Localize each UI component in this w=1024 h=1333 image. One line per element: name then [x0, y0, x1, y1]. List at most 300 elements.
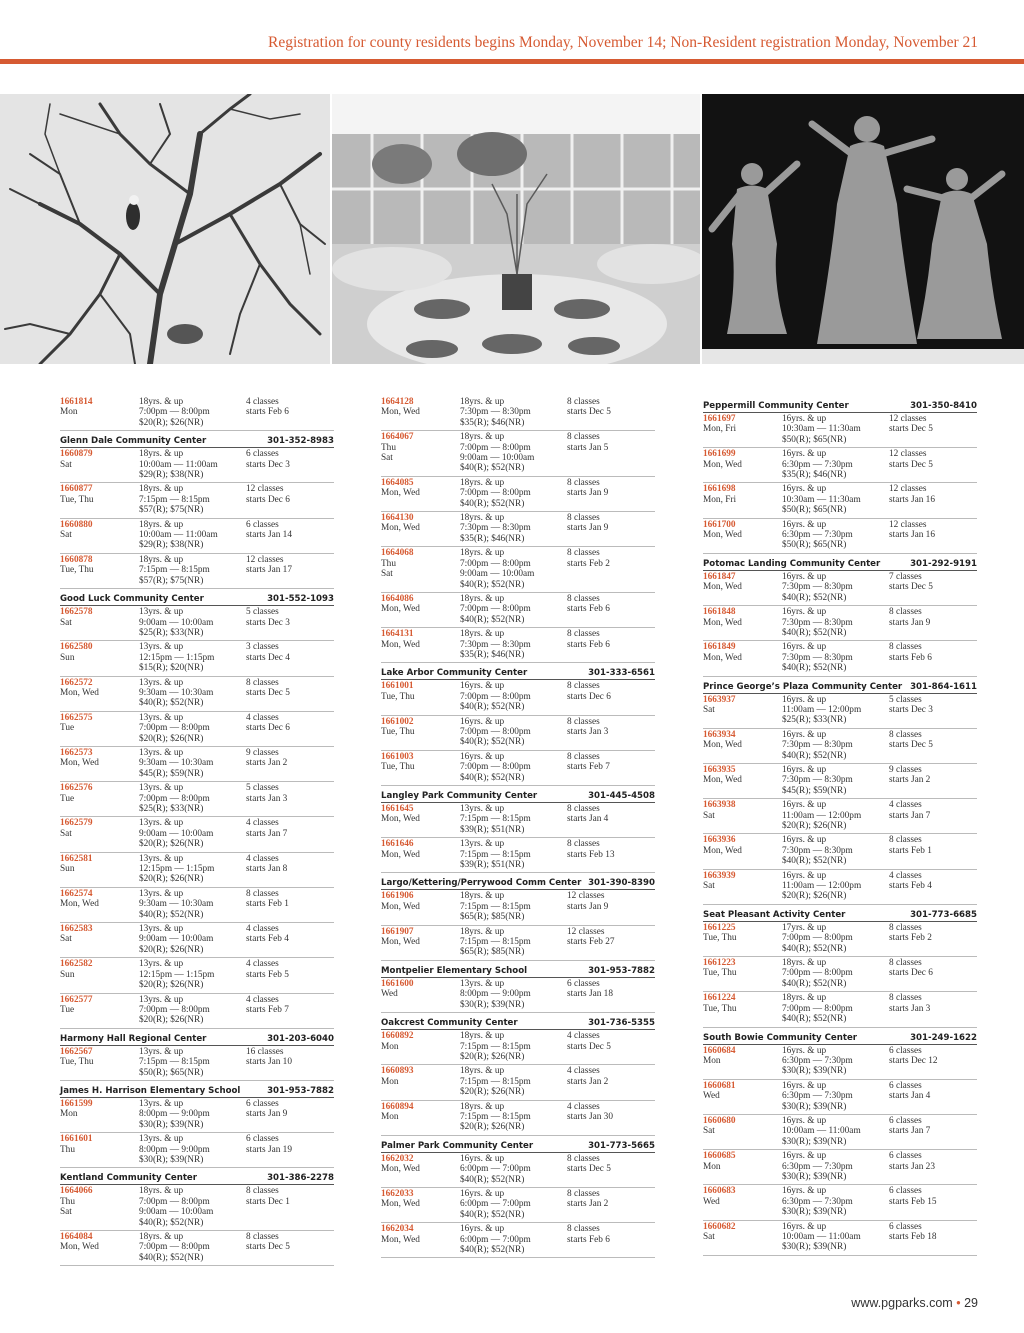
class-id[interactable]: 1663934 [703, 729, 736, 740]
class-id[interactable]: 1662033 [381, 1188, 414, 1199]
class-id[interactable]: 1662575 [60, 712, 93, 723]
class-meta-line: 12 classes [889, 519, 927, 530]
class-meta [889, 835, 977, 866]
class-meta-line: 8 classes [889, 958, 922, 969]
class-meta-line: starts Dec 3 [889, 704, 933, 715]
class-listing [60, 396, 334, 431]
class-id[interactable]: 1664067 [381, 432, 414, 443]
class-meta [889, 958, 977, 989]
class-meta-line: starts Jan 4 [567, 814, 609, 825]
class-id[interactable]: 1664086 [381, 593, 414, 604]
class-id[interactable]: 1662583 [60, 924, 93, 935]
class-days: Thu [60, 1144, 75, 1155]
class-detail: 18yrs. & up [460, 593, 505, 604]
class-listing [703, 694, 977, 729]
venue-phone: 301-352-8983 [267, 436, 334, 447]
class-detail: 6:00pm — 7:00pm [460, 1234, 531, 1245]
class-meta-line: 4 classes [246, 924, 279, 935]
class-detail: 9:00am — 10:00am [139, 617, 214, 628]
class-meta-line: 12 classes [889, 449, 927, 460]
class-detail: $20(R); $26(NR) [139, 874, 204, 885]
class-detail: 7:00pm — 8:00pm [460, 604, 531, 615]
class-details [782, 1081, 889, 1112]
class-id[interactable]: 1661224 [703, 993, 736, 1004]
class-listing [381, 1188, 655, 1223]
class-detail: $30(R); $39(NR) [139, 1119, 204, 1130]
class-id[interactable]: 1660685 [703, 1151, 736, 1162]
class-detail: 7:00pm — 8:00pm [460, 558, 531, 569]
class-meta-line: 8 classes [567, 839, 600, 850]
class-detail: $40(R); $52(NR) [460, 498, 525, 509]
class-id-days [381, 979, 460, 1010]
class-id-days [60, 1099, 139, 1130]
class-details [460, 397, 567, 428]
class-meta [567, 979, 655, 1010]
class-meta [889, 449, 977, 480]
class-id[interactable]: 1661848 [703, 607, 736, 618]
venue-name: Largo/Kettering/Perrywood Comm Center [381, 878, 582, 889]
class-id[interactable]: 1663939 [703, 870, 736, 881]
class-detail: 16yrs. & up [460, 751, 505, 762]
class-detail: 9:00am — 10:00am [139, 1207, 214, 1218]
class-listing [60, 817, 334, 852]
class-days: Mon, Wed [381, 604, 420, 615]
class-meta-line: 8 classes [567, 1153, 600, 1164]
class-listing [703, 519, 977, 554]
class-details [782, 695, 889, 726]
class-detail: 6:30pm — 7:30pm [782, 459, 853, 470]
class-detail: 7:30pm — 8:30pm [460, 523, 531, 534]
class-listing [60, 782, 334, 817]
class-details [460, 979, 567, 1010]
class-detail: $20(R); $26(NR) [782, 891, 847, 902]
schedule-column-1 [60, 396, 334, 1266]
class-meta-line: starts Dec 5 [889, 424, 933, 435]
venue-phone: 301-333-6561 [588, 668, 655, 679]
class-id[interactable]: 1661849 [703, 642, 736, 653]
class-days: Sat [60, 530, 72, 541]
class-meta-line: starts Jan 10 [246, 1057, 292, 1068]
class-days: Mon, Wed [381, 407, 420, 418]
class-meta [567, 717, 655, 748]
class-id-days [60, 818, 139, 849]
class-meta-line: 4 classes [246, 818, 279, 829]
class-detail: 17yrs. & up [782, 922, 827, 933]
class-detail: $30(R); $39(NR) [782, 1207, 847, 1218]
class-detail: $39(R); $51(NR) [460, 860, 525, 871]
class-id[interactable]: 1664066 [60, 1186, 93, 1197]
class-detail: 7:00pm — 8:00pm [139, 407, 210, 418]
class-days: Sat [703, 810, 715, 821]
class-detail: 10:00am — 11:00am [782, 1126, 861, 1137]
class-id-days [60, 1047, 139, 1078]
class-listing [60, 1185, 334, 1231]
class-id[interactable]: 1661001 [381, 681, 414, 692]
class-meta-line: starts Feb 6 [567, 639, 610, 650]
class-id-days [381, 432, 460, 474]
class-detail: 16yrs. & up [782, 519, 827, 530]
class-id[interactable]: 1660681 [703, 1080, 736, 1091]
class-meta [889, 1081, 977, 1112]
class-id[interactable]: 1661223 [703, 958, 736, 969]
class-id-days [703, 1116, 782, 1147]
class-id[interactable]: 1662582 [60, 959, 93, 970]
class-meta-line: starts Jan 17 [246, 565, 292, 576]
class-id-days [381, 804, 460, 835]
class-detail: 16yrs. & up [782, 607, 827, 618]
class-meta-line: 16 classes [246, 1046, 284, 1057]
class-id[interactable]: 1660682 [703, 1221, 736, 1232]
class-meta [246, 397, 334, 428]
class-days: Mon [381, 1041, 399, 1052]
class-detail: 7:15pm — 8:15pm [139, 494, 210, 505]
class-detail: 16yrs. & up [782, 694, 827, 705]
class-id-days [60, 959, 139, 990]
class-detail: 7:00pm — 8:00pm [460, 442, 531, 453]
class-days: Sun [60, 864, 75, 875]
class-detail: 16yrs. & up [782, 1151, 827, 1162]
class-id[interactable]: 1661225 [703, 922, 736, 933]
venue-phone: 301-773-5665 [588, 1140, 655, 1151]
class-days: Tue, Thu [381, 691, 415, 702]
venue-name: Seat Pleasant Activity Center [703, 909, 846, 920]
class-id[interactable]: 1663938 [703, 800, 736, 811]
venue-name: Glenn Dale Community Center [60, 436, 207, 447]
class-detail: 18yrs. & up [460, 548, 505, 559]
class-days: Tue [60, 793, 75, 804]
class-listing [703, 641, 977, 676]
class-detail: 16yrs. & up [782, 1186, 827, 1197]
class-listing [60, 888, 334, 923]
class-meta [246, 555, 334, 586]
class-detail: $40(R); $52(NR) [460, 614, 525, 625]
class-details [460, 804, 567, 835]
class-days: Mon, Wed [60, 758, 99, 769]
class-detail: 9:30am — 10:30am [139, 758, 214, 769]
class-id[interactable]: 1664068 [381, 548, 414, 559]
class-meta-line: starts Dec 5 [567, 1041, 611, 1052]
class-detail: 7:15pm — 8:15pm [139, 1057, 210, 1068]
class-id[interactable]: 1662032 [381, 1153, 414, 1164]
class-listing [703, 606, 977, 641]
class-id-days [703, 800, 782, 831]
class-id[interactable]: 1664084 [60, 1232, 93, 1242]
class-days: Mon, Wed [703, 459, 742, 470]
class-meta-line: starts Jan 3 [889, 1003, 931, 1014]
class-details [139, 397, 246, 428]
class-id-days [60, 1186, 139, 1228]
class-detail: 7:30pm — 8:30pm [460, 639, 531, 650]
class-id-days [381, 1031, 460, 1062]
class-meta [889, 520, 977, 551]
class-days: Mon, Wed [381, 1234, 420, 1245]
class-details [782, 923, 889, 954]
class-id[interactable]: 1661700 [703, 519, 736, 530]
class-meta-line: starts Feb 18 [889, 1232, 937, 1242]
class-meta-line: starts Dec 4 [246, 652, 290, 663]
class-detail: 9:00am — 10:00am [460, 569, 535, 580]
class-days: Mon, Wed [381, 1199, 420, 1210]
class-listing [703, 870, 977, 905]
class-detail: 6:30pm — 7:30pm [782, 1161, 853, 1172]
class-listing [381, 512, 655, 547]
class-meta-line: starts Feb 6 [567, 1234, 610, 1245]
class-id[interactable]: 1662034 [381, 1224, 414, 1235]
class-id[interactable]: 1662574 [60, 888, 93, 899]
class-id[interactable]: 1660879 [60, 449, 93, 460]
class-detail: $30(R); $39(NR) [460, 999, 525, 1010]
class-id-days [381, 891, 460, 922]
class-days: Sat [381, 453, 393, 464]
class-detail: $20(R); $26(NR) [139, 417, 204, 428]
class-id[interactable]: 1662576 [60, 783, 93, 794]
class-meta-line: starts Feb 2 [889, 933, 932, 944]
class-id[interactable]: 1660880 [60, 519, 93, 530]
class-meta [567, 1189, 655, 1220]
class-detail: 7:30pm — 8:30pm [782, 775, 853, 786]
class-id[interactable]: 1662572 [60, 677, 93, 688]
class-detail: 16yrs. & up [782, 571, 827, 582]
class-listing [60, 483, 334, 518]
class-detail: 16yrs. & up [460, 1153, 505, 1164]
class-detail: $45(R); $59(NR) [139, 768, 204, 779]
class-id[interactable]: 1660878 [60, 554, 93, 565]
class-listing [703, 483, 977, 518]
class-detail: 18yrs. & up [460, 1066, 505, 1077]
class-id[interactable]: 1663935 [703, 764, 736, 775]
class-id[interactable]: 1662579 [60, 818, 93, 829]
class-details [460, 681, 567, 712]
class-id[interactable]: 1661599 [60, 1098, 93, 1109]
class-meta [246, 818, 334, 849]
class-id-days [381, 1154, 460, 1185]
class-id[interactable]: 1664128 [381, 397, 414, 407]
class-meta-line: 7 classes [889, 571, 922, 582]
class-detail: 13yrs. & up [139, 888, 184, 899]
class-detail: $20(R); $26(NR) [460, 1122, 525, 1133]
class-listing [60, 641, 334, 676]
class-meta-line: starts Feb 15 [889, 1196, 937, 1207]
class-details [139, 783, 246, 814]
class-id[interactable]: 1660894 [381, 1101, 414, 1112]
class-detail: 6:30pm — 7:30pm [782, 530, 853, 541]
class-meta [246, 924, 334, 955]
class-id[interactable]: 1661697 [703, 414, 736, 424]
class-meta-line: 6 classes [246, 1098, 279, 1109]
class-id[interactable]: 1662580 [60, 642, 93, 653]
class-days: Thu [381, 442, 396, 453]
class-meta [567, 432, 655, 474]
class-id[interactable]: 1664085 [381, 477, 414, 488]
class-meta [567, 752, 655, 783]
class-days: Mon, Wed [381, 849, 420, 860]
class-id[interactable]: 1660892 [381, 1031, 414, 1042]
venue-phone: 301-390-8390 [588, 878, 655, 889]
class-id[interactable]: 1660877 [60, 484, 93, 495]
class-id[interactable]: 1660684 [703, 1045, 736, 1056]
class-id[interactable]: 1661907 [381, 926, 414, 937]
venue-phone: 301-773-6685 [910, 909, 977, 920]
class-id-days [60, 607, 139, 638]
class-detail: $20(R); $26(NR) [139, 733, 204, 744]
class-meta-line: 4 classes [889, 870, 922, 881]
class-detail: 7:00pm — 8:00pm [139, 1196, 210, 1207]
class-detail: $40(R); $52(NR) [139, 1217, 204, 1228]
class-detail: 13yrs. & up [139, 818, 184, 829]
class-id[interactable]: 1662567 [60, 1046, 93, 1057]
class-detail: 8:00pm — 9:00pm [460, 989, 531, 1000]
class-id[interactable]: 1661906 [381, 891, 414, 902]
class-id[interactable]: 1661645 [381, 804, 414, 814]
class-id-days [60, 642, 139, 673]
class-days: Tue, Thu [703, 1003, 737, 1014]
venue-header [703, 1031, 977, 1045]
class-detail: $40(R); $52(NR) [782, 592, 847, 603]
class-details [460, 1031, 567, 1062]
class-id[interactable]: 1661847 [703, 571, 736, 582]
class-detail: 8:00pm — 9:00pm [139, 1144, 210, 1155]
class-details [460, 717, 567, 748]
class-id-days [381, 927, 460, 958]
class-id[interactable]: 1660893 [381, 1066, 414, 1077]
venue-name: Peppermill Community Center [703, 401, 849, 411]
class-listing [60, 677, 334, 712]
website-link[interactable]: www.pgparks.com [851, 1296, 953, 1310]
class-id[interactable]: 1661814 [60, 397, 93, 407]
class-id-days [60, 1134, 139, 1165]
class-meta [567, 1102, 655, 1133]
class-detail: $40(R); $52(NR) [782, 943, 847, 954]
class-days: Mon, Wed [381, 901, 420, 912]
class-detail: 9:30am — 10:30am [139, 899, 214, 910]
class-id[interactable]: 1660680 [703, 1115, 736, 1126]
class-meta-line: starts Feb 1 [889, 845, 932, 856]
class-meta-line: starts Jan 2 [567, 1199, 609, 1210]
class-detail: $20(R); $26(NR) [139, 944, 204, 955]
class-meta [567, 681, 655, 712]
class-days: Thu [60, 1196, 75, 1207]
class-listing [381, 1101, 655, 1136]
class-days: Mon, Wed [60, 899, 99, 910]
class-meta-line: starts Feb 27 [567, 937, 615, 948]
class-detail: $40(R); $52(NR) [460, 579, 525, 590]
class-detail: $40(R); $52(NR) [782, 856, 847, 867]
class-id-days [703, 449, 782, 480]
class-meta-line: 12 classes [246, 484, 284, 495]
class-meta [889, 484, 977, 515]
class-id-days [381, 1189, 460, 1220]
class-meta-line: starts Jan 30 [567, 1111, 613, 1122]
class-days: Sun [60, 969, 75, 980]
class-meta [567, 1224, 655, 1255]
class-meta [246, 748, 334, 779]
class-meta-line: starts Jan 19 [246, 1144, 292, 1155]
class-detail: 7:15pm — 8:15pm [460, 849, 531, 860]
class-id-days [60, 783, 139, 814]
class-meta [246, 1186, 334, 1228]
class-id[interactable]: 1661002 [381, 716, 414, 727]
class-details [139, 818, 246, 849]
class-detail: 18yrs. & up [460, 629, 505, 640]
class-id-days [703, 607, 782, 638]
class-id[interactable]: 1661601 [60, 1134, 93, 1145]
class-listing [703, 957, 977, 992]
class-meta-line: 6 classes [246, 519, 279, 530]
class-listing [381, 431, 655, 477]
class-listing [60, 712, 334, 747]
page-number: 29 [964, 1296, 978, 1310]
class-meta [567, 891, 655, 922]
class-id[interactable]: 1663936 [703, 835, 736, 846]
class-meta [889, 414, 977, 445]
class-detail: 7:00pm — 8:00pm [460, 726, 531, 737]
class-detail: 16yrs. & up [782, 484, 827, 495]
class-id[interactable]: 1661600 [381, 978, 414, 989]
class-id[interactable]: 1663937 [703, 694, 736, 705]
class-id-days [703, 1151, 782, 1182]
class-meta-line: starts Dec 5 [889, 740, 933, 751]
class-id-days [703, 1222, 782, 1253]
class-meta-line: 8 classes [567, 804, 600, 814]
class-detail: 7:30pm — 8:30pm [782, 617, 853, 628]
class-meta-line: 8 classes [567, 477, 600, 488]
class-id[interactable]: 1661003 [381, 751, 414, 762]
class-id[interactable]: 1661646 [381, 839, 414, 850]
class-listing [703, 764, 977, 799]
class-detail: $40(R); $52(NR) [782, 978, 847, 989]
class-id[interactable]: 1662581 [60, 853, 93, 864]
class-id-days [381, 397, 460, 428]
footer-separator: • [956, 1296, 961, 1310]
class-detail: $35(R); $46(NR) [782, 470, 847, 481]
class-details [139, 1134, 246, 1165]
class-days: Mon, Fri [703, 424, 737, 435]
class-detail: 16yrs. & up [460, 1224, 505, 1235]
class-detail: 13yrs. & up [139, 642, 184, 653]
venue-phone: 301-203-6040 [267, 1033, 334, 1044]
class-detail: 10:30am — 11:30am [782, 494, 861, 505]
class-meta [567, 1066, 655, 1097]
class-id-days [381, 629, 460, 660]
class-days: Mon, Wed [703, 582, 742, 593]
class-meta-line: 8 classes [567, 593, 600, 604]
class-listing [60, 1098, 334, 1133]
class-id[interactable]: 1660683 [703, 1186, 736, 1197]
class-detail: $35(R); $46(NR) [460, 533, 525, 544]
class-id[interactable]: 1662573 [60, 747, 93, 758]
class-id[interactable]: 1661698 [703, 484, 736, 495]
class-detail: 13yrs. & up [460, 978, 505, 989]
class-detail: 7:30pm — 8:30pm [782, 845, 853, 856]
class-id[interactable]: 1661699 [703, 449, 736, 460]
class-meta [889, 695, 977, 726]
class-days: Wed [703, 1091, 720, 1102]
class-id-days [703, 1081, 782, 1112]
class-id[interactable]: 1664130 [381, 513, 414, 524]
class-id[interactable]: 1662577 [60, 994, 93, 1005]
class-detail: $25(R); $33(NR) [139, 627, 204, 638]
class-meta-line: 4 classes [246, 853, 279, 864]
class-detail: 10:30am — 11:30am [782, 424, 861, 435]
venue-name: Potomac Landing Community Center [703, 558, 881, 569]
class-id[interactable]: 1664131 [381, 629, 414, 640]
class-detail: 13yrs. & up [139, 959, 184, 970]
class-details [139, 889, 246, 920]
class-detail: $29(R); $38(NR) [139, 540, 204, 551]
class-details [139, 713, 246, 744]
class-days: Mon, Wed [703, 775, 742, 786]
class-id[interactable]: 1662578 [60, 607, 93, 618]
